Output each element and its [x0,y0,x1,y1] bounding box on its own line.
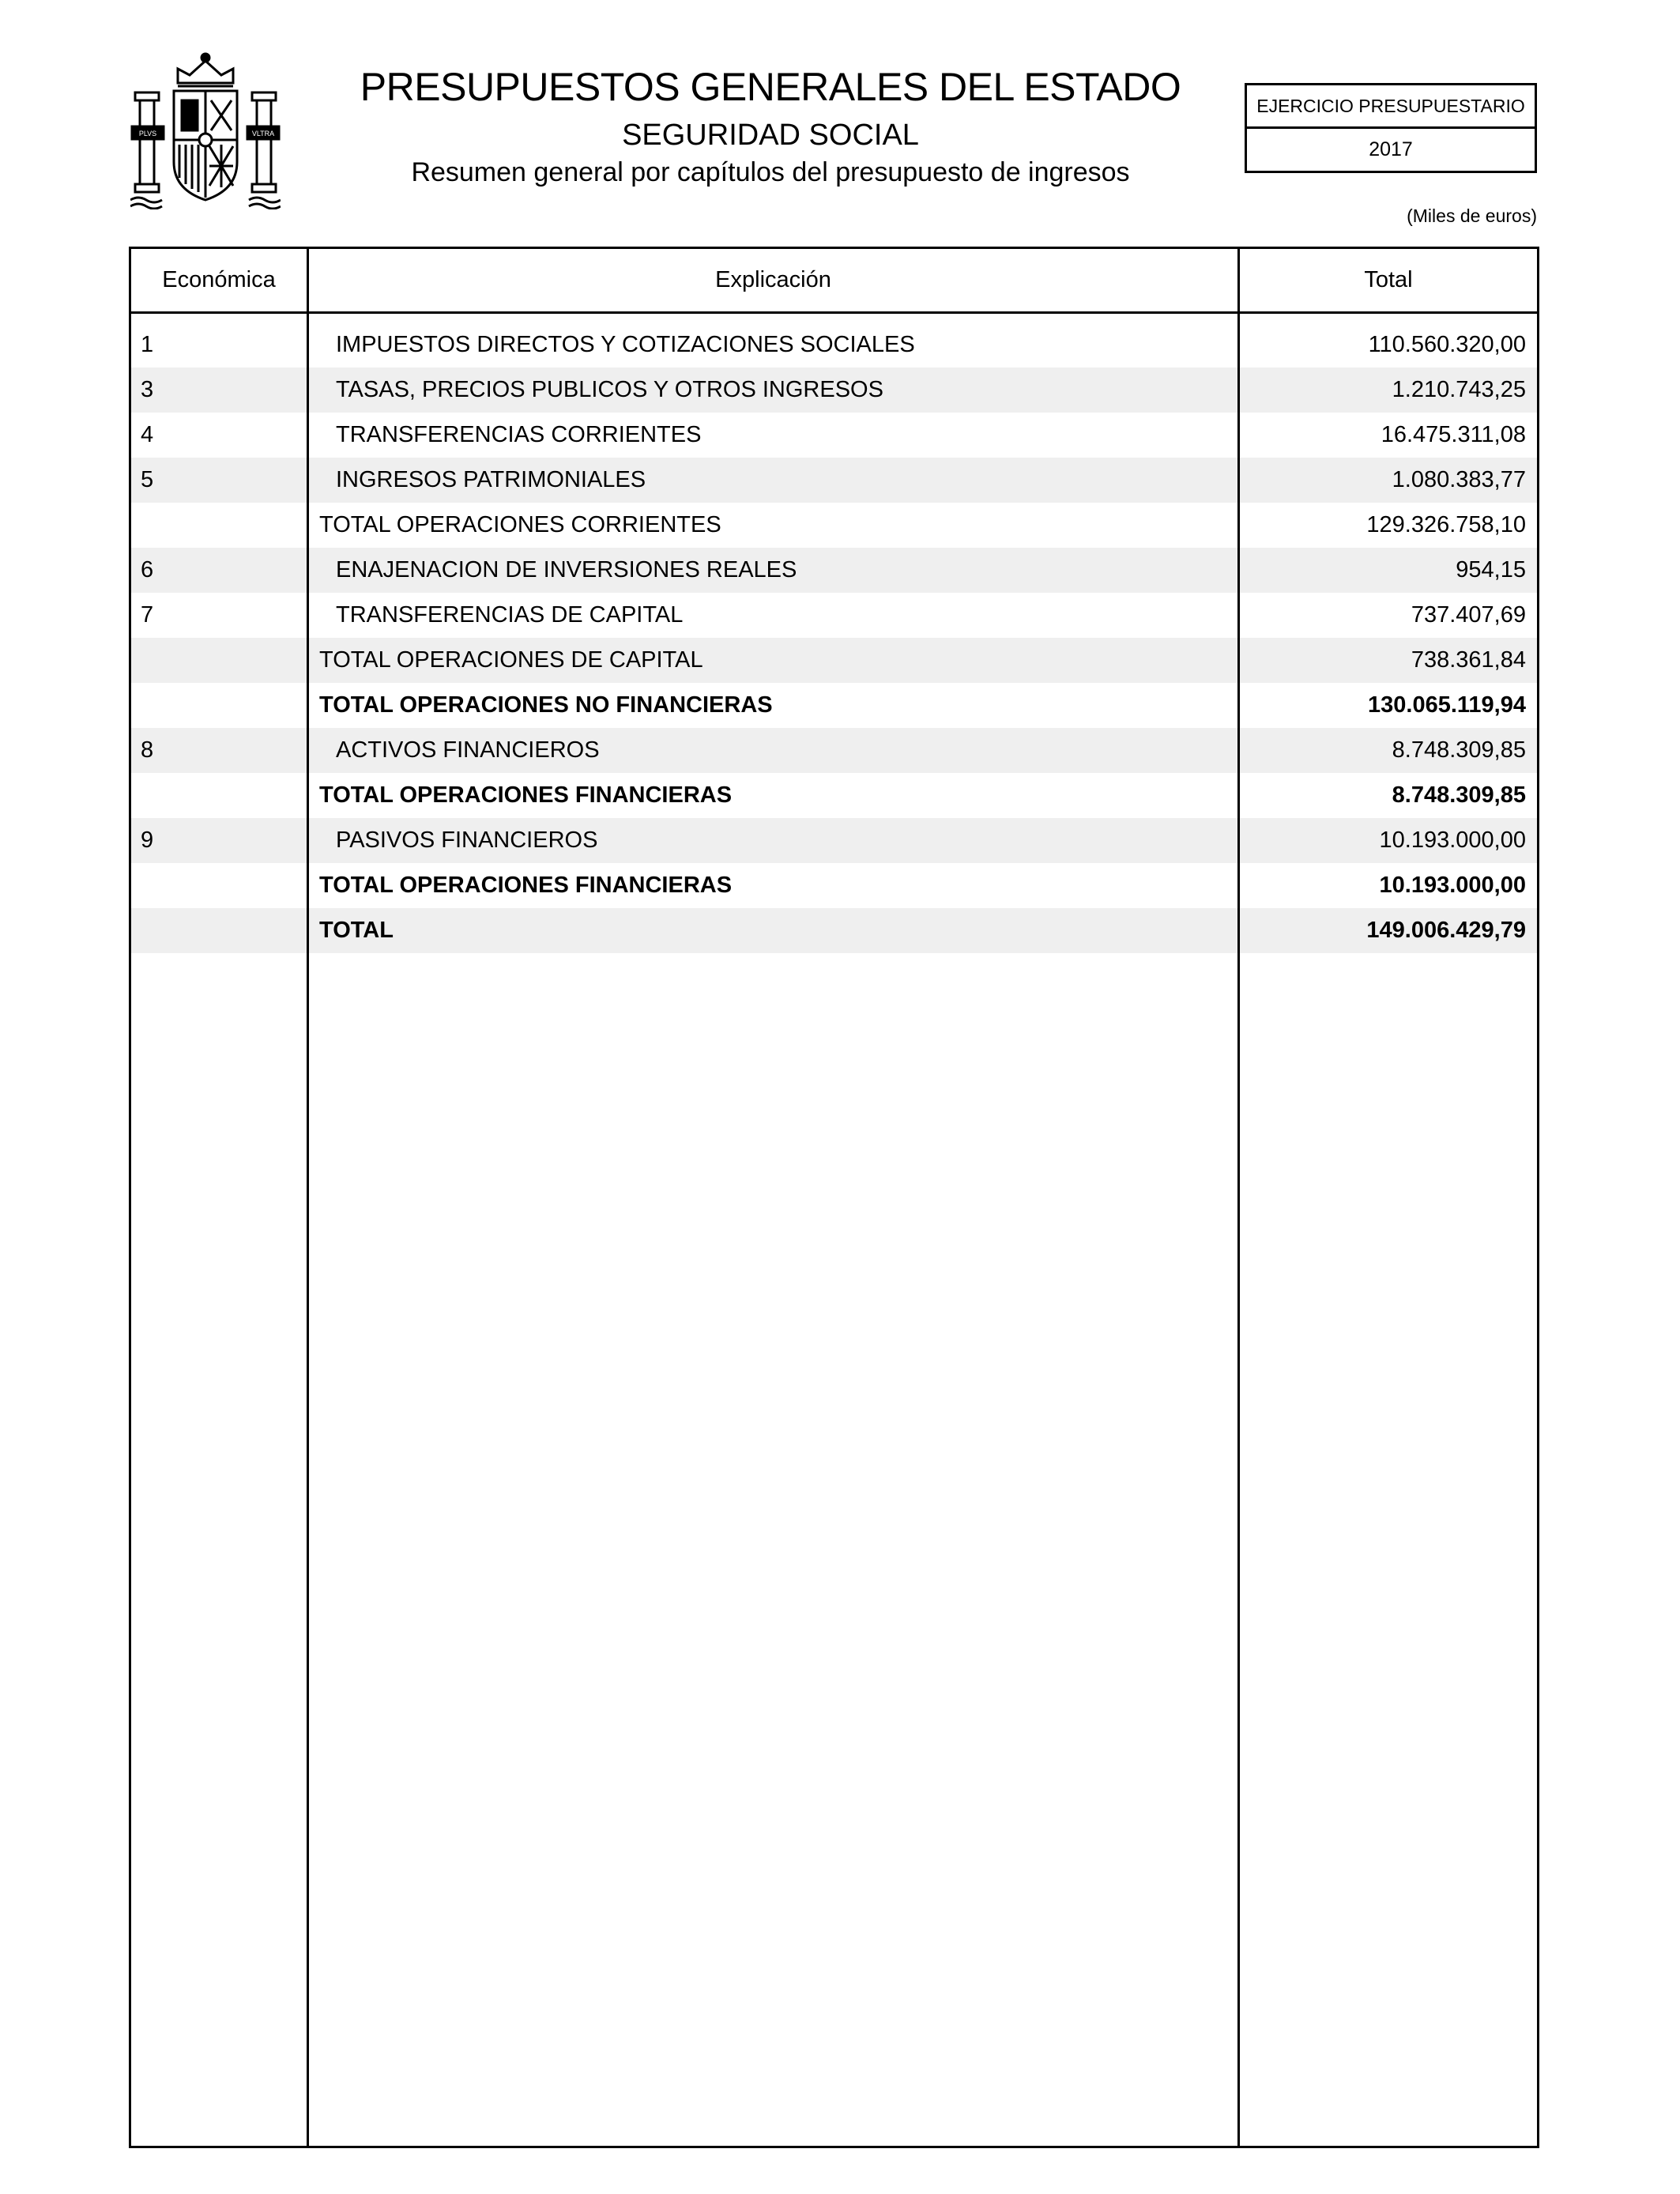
ejercicio-year: 2017 [1369,138,1413,160]
page-subtitle: SEGURIDAD SOCIAL [622,119,919,152]
table-header [131,249,1537,314]
cell-economica: 5 [141,467,154,492]
cell-explicacion: ENAJENACION DE INVERSIONES REALES [336,557,797,582]
cell-economica: 3 [141,377,154,402]
column-divider [1237,249,1240,2146]
table-row [131,863,1537,908]
column-header-explicacion: Explicación [715,267,831,292]
table-row [131,638,1537,683]
cell-economica: 6 [141,557,154,582]
table-row [131,322,1537,368]
cell-total: 737.407,69 [1411,602,1526,628]
emblem-banner-left: PLVS [138,130,157,138]
cell-explicacion: TOTAL OPERACIONES FINANCIERAS [319,873,733,898]
cell-economica [141,908,299,953]
cell-explicacion: TOTAL OPERACIONES CORRIENTES [319,512,721,537]
cell-explicacion: PASIVOS FINANCIEROS [336,827,598,853]
cell-economica: 9 [141,827,154,853]
cell-explicacion: INGRESOS PATRIMONIALES [336,467,646,492]
ejercicio-box [1245,83,1537,173]
cell-explicacion: TRANSFERENCIAS DE CAPITAL [336,602,684,628]
page-title: PRESUPUESTOS GENERALES DEL ESTADO [360,65,1181,109]
column-divider [307,249,309,2146]
cell-explicacion: IMPUESTOS DIRECTOS Y COTIZACIONES SOCIALES [336,332,915,357]
cell-economica: 7 [141,602,154,628]
cell-total: 954,15 [1456,557,1526,582]
cell-economica [141,638,299,683]
cell-economica [141,863,299,908]
cell-total: 129.326.758,10 [1366,512,1526,537]
units-label: (Miles de euros) [1407,205,1537,226]
cell-explicacion: TOTAL OPERACIONES DE CAPITAL [319,647,703,673]
cell-economica [141,683,299,728]
cell-explicacion: TRANSFERENCIAS CORRIENTES [336,422,702,447]
cell-total: 1.080.383,77 [1392,467,1526,492]
table-row [131,593,1537,638]
table-row [131,908,1537,953]
page-description: Resumen general por capítulos del presupuesto de ingresos [411,157,1130,187]
cell-total: 16.475.311,08 [1381,422,1526,447]
cell-total: 110.560.320,00 [1368,332,1526,357]
table-row [131,728,1537,773]
table-row [131,683,1537,728]
cell-economica: 1 [141,332,154,357]
column-header-economica: Económica [162,267,276,292]
cell-total: 10.193.000,00 [1379,873,1526,898]
cell-total: 1.210.743,25 [1392,377,1526,402]
cell-total: 8.748.309,85 [1392,782,1526,808]
budget-table [129,247,1539,2148]
table-row [131,818,1537,863]
column-header-total: Total [1364,267,1413,292]
table-row [131,773,1537,818]
cell-total: 149.006.429,79 [1366,918,1526,943]
coat-of-arms-icon [130,51,281,209]
ejercicio-label: EJERCICIO PRESUPUESTARIO [1247,85,1535,129]
cell-total: 130.065.119,94 [1368,692,1526,718]
cell-total: 8.748.309,85 [1392,737,1526,763]
table-row [131,503,1537,548]
emblem-banner-right: VLTRA [251,130,275,138]
cell-explicacion: TOTAL OPERACIONES FINANCIERAS [319,782,733,808]
cell-economica: 8 [141,737,154,763]
table-row [131,368,1537,413]
table-row [131,458,1537,503]
cell-total: 10.193.000,00 [1379,827,1526,853]
cell-economica [141,503,299,548]
table-row [131,413,1537,458]
cell-explicacion: ACTIVOS FINANCIEROS [336,737,600,763]
cell-explicacion: TOTAL [319,918,394,943]
cell-economica: 4 [141,422,154,447]
cell-economica [141,773,299,818]
cell-total: 738.361,84 [1411,647,1526,673]
cell-explicacion: TOTAL OPERACIONES NO FINANCIERAS [319,692,773,718]
cell-explicacion: TASAS, PRECIOS PUBLICOS Y OTROS INGRESOS [336,377,883,402]
table-row [131,548,1537,593]
table-body [131,322,1537,953]
